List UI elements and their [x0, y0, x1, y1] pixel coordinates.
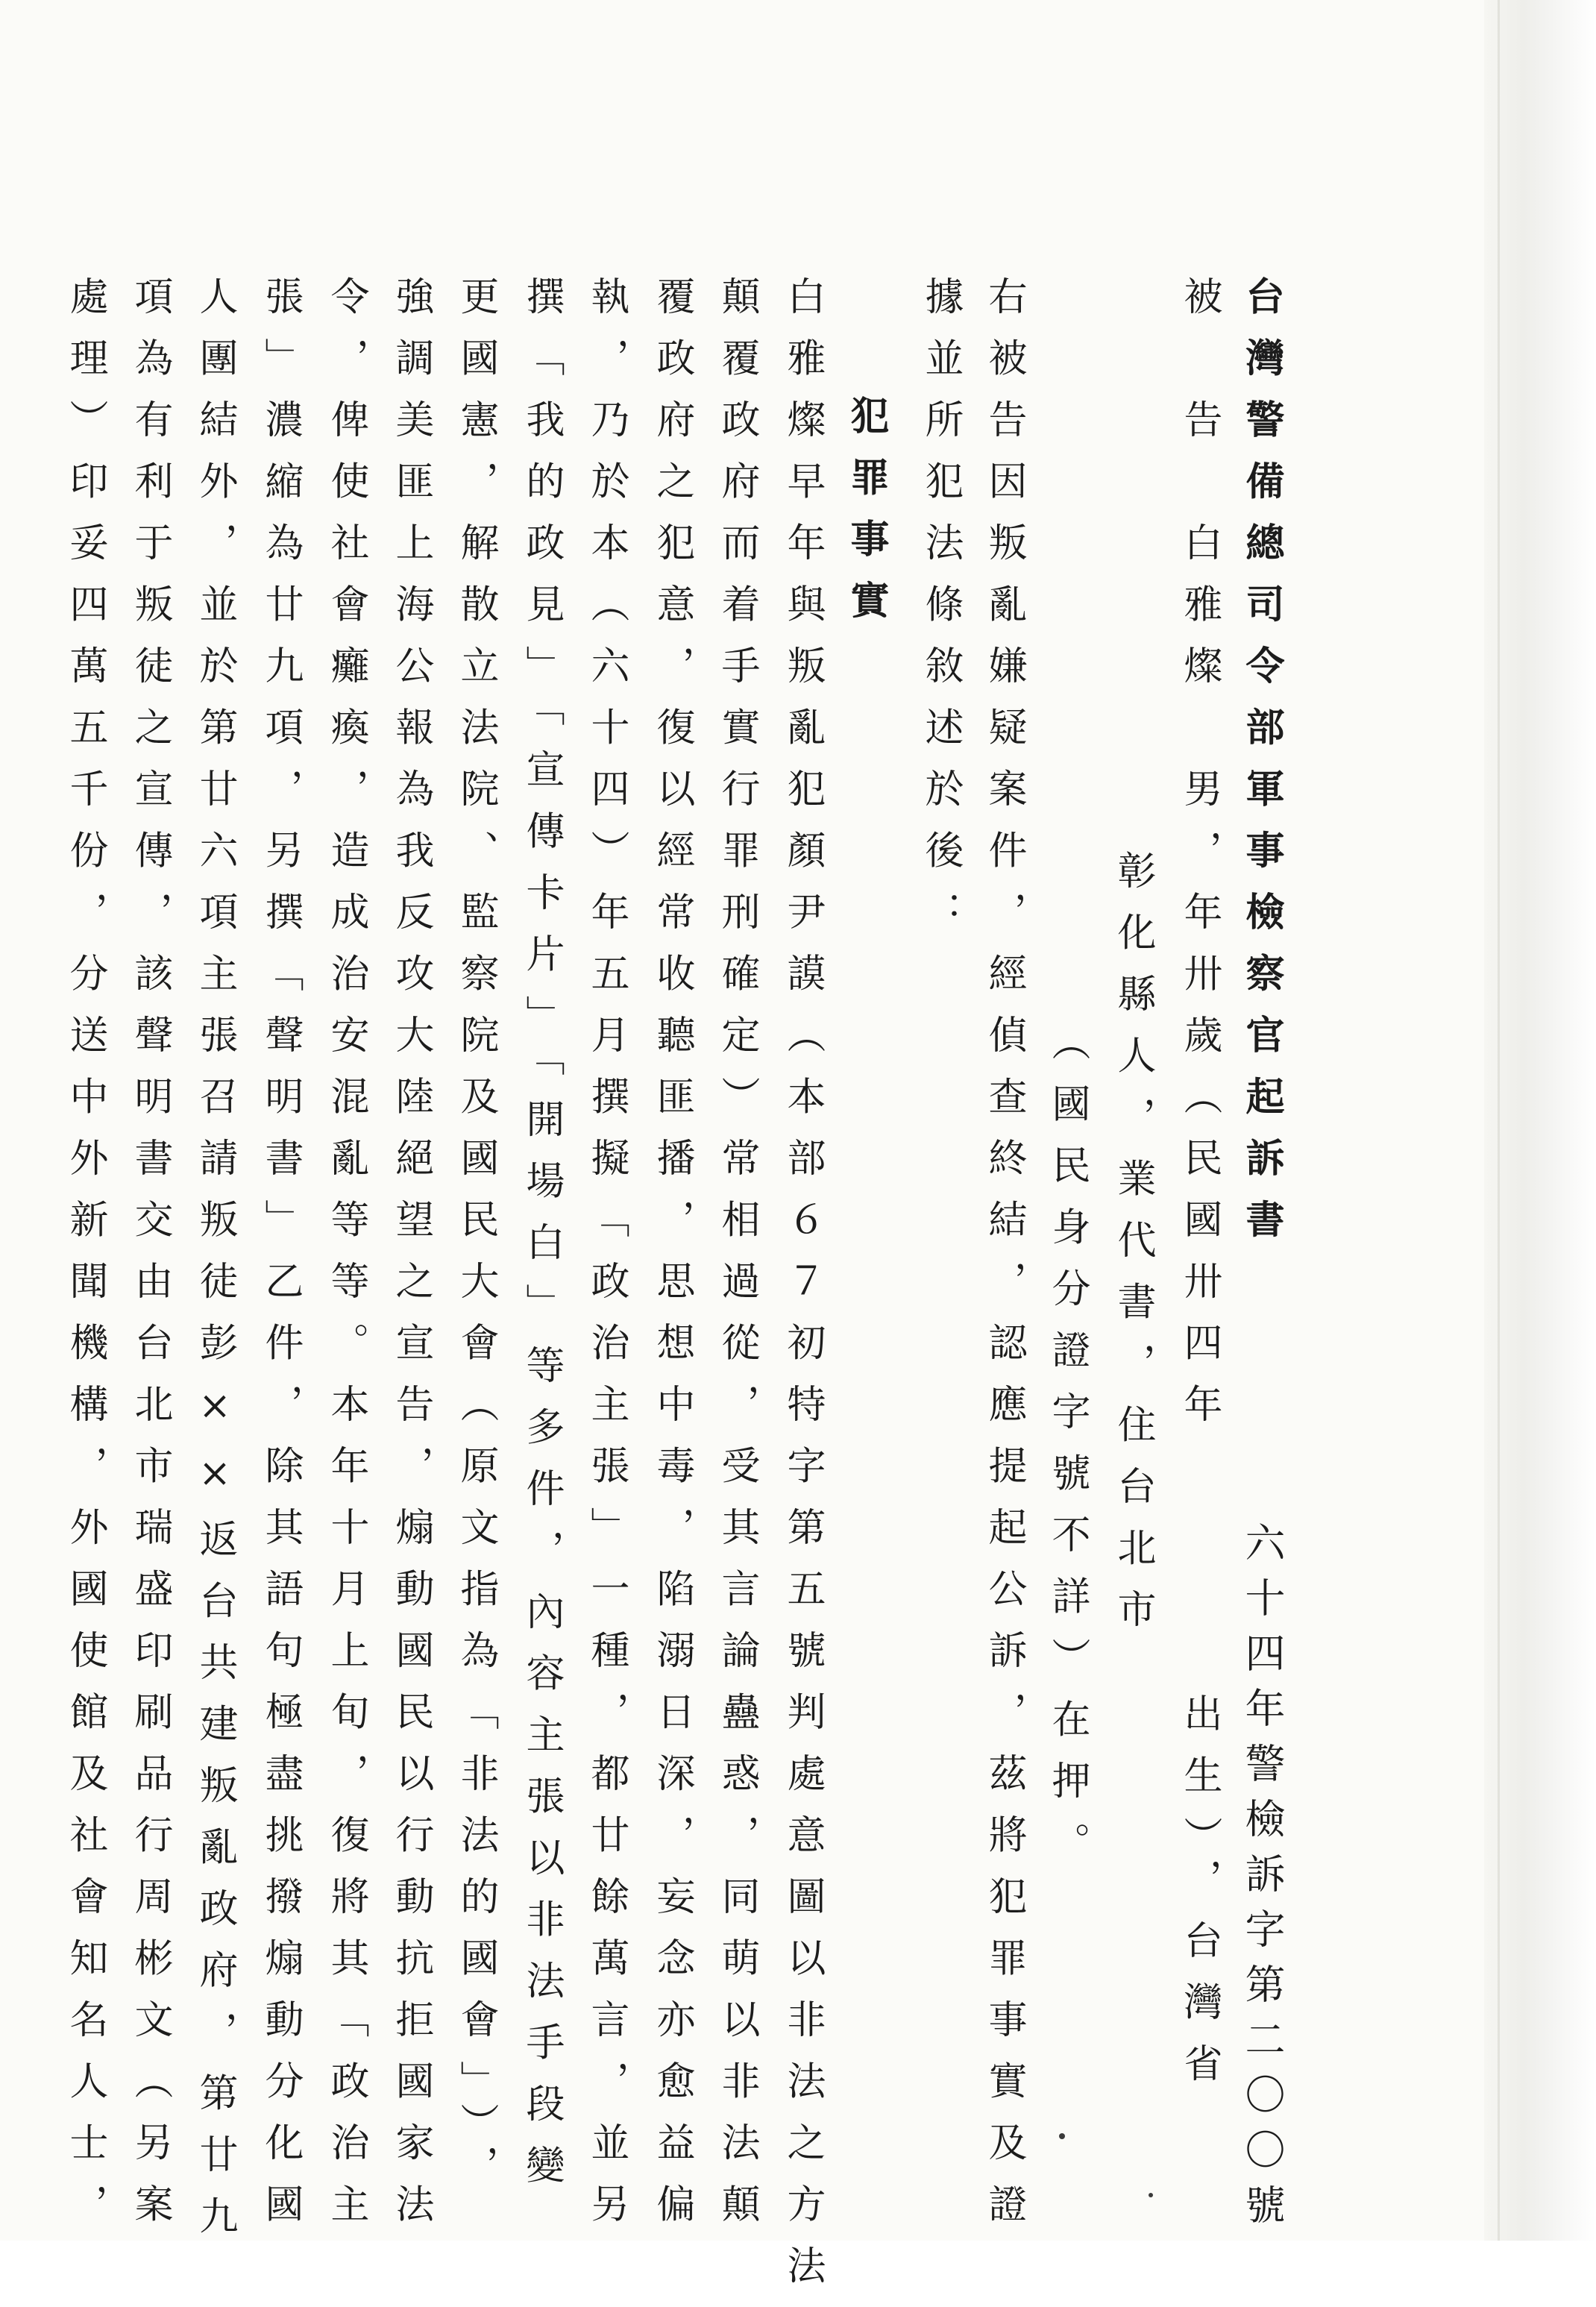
- intro-line-2: 據並所犯法條敘述於後：: [918, 276, 963, 953]
- body-line-6: 更國憲，解散立法院、監察院及國民大會（原文指為「非法的國會」），: [453, 276, 498, 2206]
- body-line-3: 覆政府之犯意，復以經常收聽匪播，思想中毒，陷溺日深，妄念亦愈益偏: [650, 276, 694, 2245]
- defendant-line: 被 告 白雅燦 男，年卅歲（民國卅四年: [1177, 276, 1222, 1446]
- body-line-8: 令，俾使社會癱瘓，造成治安混亂等等。本年十月上旬，復將其「政治主: [324, 276, 368, 2245]
- document-title: 台灣警備總司令部軍事檢察官起訴書: [1239, 276, 1284, 1261]
- case-number: 六十四年警檢訴字第二〇〇號: [1239, 1522, 1286, 2239]
- body-line-2: 顛覆政府而着手實行罪刑確定）常相過從，受其言論蠱惑，同萌以非法顛: [714, 276, 759, 2245]
- id-line: （國民身分證字號不詳）在押。: [1045, 1022, 1090, 1883]
- birth-tail: 出生），台灣省: [1177, 1693, 1222, 2105]
- body-line-4: 執，乃於本（六十四）年五月撰擬「政治主張」一種，都廿餘萬言，並另: [584, 276, 629, 2245]
- body-line-5: 撰「我的政見」「宣傳卡片」「開場白」等多件，內容主張以非法手段變: [519, 276, 564, 2206]
- intro-line-1: 右被告因叛亂嫌疑案件，經偵查終結，認應提起公訴，茲將犯罪事實及證: [981, 276, 1026, 2245]
- section-heading: 犯罪事實: [843, 395, 889, 641]
- origin-line: 彰化縣人，業代書，住台北市: [1110, 850, 1155, 1651]
- body-line-11: 項為有利于叛徒之宣傳，該聲明書交由台北市瑞盛印刷品行周彬文（另案: [128, 276, 172, 2245]
- body-line-7: 強調美匪上海公報為我反攻大陸絕望之宣告，煽動國民以行動抗拒國家法: [389, 276, 433, 2245]
- body-line-9: 張」濃縮為廿九項，另撰「聲明書」乙件，除其語句極盡挑撥煽動分化國: [258, 276, 303, 2245]
- body-line-10: 人團結外，並於第廿六項主張召請叛徒彭××返台共建叛亂政府，第廿九: [192, 276, 237, 2257]
- body-line-1: 白雅燦早年與叛亂犯顏尹謨（本部６７初特字第五號判處意圖以非法之方法: [780, 276, 825, 2307]
- body-line-12: 處理）印妥四萬五千份，分送中外新聞機構，外國使館及社會知名人士，: [63, 276, 107, 2245]
- scan-speck: [1059, 2133, 1065, 2139]
- scan-speck: [1149, 2193, 1153, 2197]
